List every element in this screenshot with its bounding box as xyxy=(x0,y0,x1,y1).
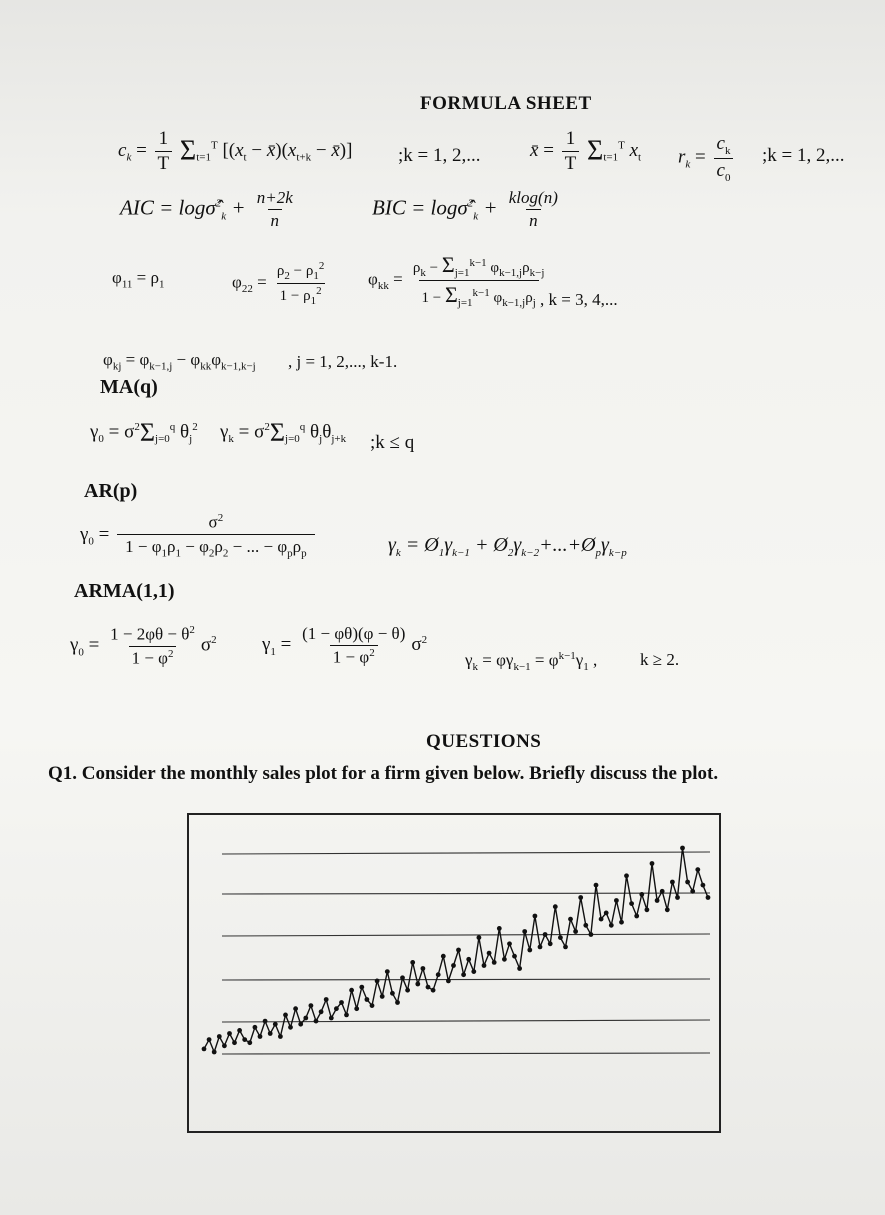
grid-line xyxy=(222,979,710,980)
data-point xyxy=(507,941,512,946)
data-point xyxy=(466,957,471,962)
ck-range: ;k = 1, 2,... xyxy=(398,145,481,166)
data-point xyxy=(665,907,670,912)
data-point xyxy=(502,957,507,962)
data-point xyxy=(568,917,573,922)
formula-ck: $c_k$ = $\frac{1}{T}$ $\Sigma_{t=1}^T$ [($x_t$ − $x̄)(x_{t+k}$ − x̄)] xyxy=(118,128,353,174)
data-point xyxy=(655,898,660,903)
data-point xyxy=(431,988,436,993)
data-point xyxy=(339,1000,344,1005)
data-point xyxy=(599,917,604,922)
data-point xyxy=(634,914,639,919)
data-point xyxy=(293,1006,298,1011)
data-point xyxy=(242,1037,247,1042)
data-point xyxy=(695,867,700,872)
sales-chart-svg xyxy=(186,812,722,1134)
data-point xyxy=(548,941,553,946)
data-point xyxy=(650,861,655,866)
data-point xyxy=(573,929,578,934)
data-point xyxy=(497,926,502,931)
data-point xyxy=(354,1006,359,1011)
data-point xyxy=(680,846,685,851)
data-point xyxy=(624,873,629,878)
formula-aic: AIC = logσ̂$^2_k$ + $\frac{n+2k}{n}$ xyxy=(120,188,293,230)
data-point xyxy=(258,1034,263,1039)
data-point xyxy=(589,932,594,937)
data-point xyxy=(237,1028,242,1033)
data-point xyxy=(421,966,426,971)
data-point xyxy=(227,1031,232,1036)
data-point xyxy=(298,1022,303,1027)
data-point xyxy=(690,889,695,894)
data-point xyxy=(247,1040,252,1045)
data-point xyxy=(563,945,568,950)
data-point xyxy=(375,979,380,984)
data-point xyxy=(278,1034,283,1039)
formula-phikj: $\varphi_{kj} = \varphi_{k-1,j} - \varphi_{kk}\varphi_{k-1,k-j}$ xyxy=(103,350,256,373)
data-point xyxy=(202,1047,207,1052)
grid-line xyxy=(222,1053,710,1054)
grid-line xyxy=(222,1020,710,1022)
data-point xyxy=(309,1003,314,1008)
phikk-range: , k = 3, 4,... xyxy=(540,290,618,309)
data-point xyxy=(329,1016,334,1021)
data-point xyxy=(451,963,456,968)
formula-ar-gamma0: $\gamma_0$ = $\frac{\sigma^2}{1 - \varphi_1\rho_1 - \varphi_2\rho_2 - ... - \varphi_p\rho_p}$ xyxy=(80,512,318,559)
formula-phi11: $\varphi_{11} = \rho_1$ xyxy=(112,268,165,291)
grid-line xyxy=(222,852,710,854)
data-point xyxy=(426,985,431,990)
data-point xyxy=(283,1013,288,1018)
data-point xyxy=(487,951,492,956)
formula-ma-gammak: $\gamma_k = \sigma^2\Sigma_{j=0}^q$ $\theta_j\theta_{j+k}$ xyxy=(220,418,347,447)
sales-chart xyxy=(186,812,722,1134)
phikj-range: , j = 1, 2,..., k-1. xyxy=(288,352,398,371)
data-point xyxy=(207,1037,212,1042)
data-point xyxy=(324,997,329,1002)
data-point xyxy=(609,923,614,928)
data-point xyxy=(527,948,532,953)
data-point xyxy=(533,914,538,919)
formula-arma-gamma0: $\gamma_0$ = $\frac{1 - 2\varphi\theta - \theta^2}{1 - \varphi^2}$ $\sigma^2$ xyxy=(70,624,217,668)
data-point xyxy=(706,895,711,900)
data-point xyxy=(670,880,675,885)
data-point xyxy=(660,889,665,894)
data-point xyxy=(303,1016,308,1021)
formula-ar-gammak: $\gamma_k$ = $Ø_1\gamma_{k-1}$ + $Ø_2\gamma_{k-2}+...+Ø_p\gamma_{k-p}$ xyxy=(388,534,627,559)
questions-heading: QUESTIONS xyxy=(426,731,542,752)
data-point xyxy=(645,907,650,912)
data-point xyxy=(405,988,410,993)
data-point xyxy=(334,1006,339,1011)
section-ma: MA(q) xyxy=(100,376,158,398)
data-point xyxy=(482,963,487,968)
data-point xyxy=(538,945,543,950)
data-point xyxy=(253,1025,258,1030)
formula-arma-gammak: $\gamma_k = \varphi\gamma_{k-1} = \varphi^{k-1}\gamma_1$ , xyxy=(465,650,598,674)
data-point xyxy=(543,932,548,937)
data-point xyxy=(263,1019,268,1024)
arma-cond: k ≥ 2. xyxy=(640,650,680,669)
page-title: FORMULA SHEET xyxy=(420,93,592,114)
data-point xyxy=(232,1040,237,1045)
data-point xyxy=(604,911,609,916)
grid-line xyxy=(222,893,710,894)
data-point xyxy=(400,975,405,980)
data-point xyxy=(701,883,706,888)
section-arma: ARMA(1,1) xyxy=(74,580,175,602)
grid-line xyxy=(222,934,710,936)
data-point xyxy=(446,979,451,984)
data-point xyxy=(639,892,644,897)
rk-range: ;k = 1, 2,... xyxy=(762,145,845,166)
data-point xyxy=(349,988,354,993)
data-point xyxy=(492,960,497,965)
formula-arma-gamma1: $\gamma_1$ = $\frac{(1 - \varphi\theta)(\varphi - \theta)}{1 - \varphi^2}$ $\sigma^2$ xyxy=(262,624,428,667)
data-point xyxy=(380,994,385,999)
data-point xyxy=(273,1022,278,1027)
data-point xyxy=(410,960,415,965)
data-point xyxy=(288,1025,293,1030)
data-point xyxy=(212,1050,217,1055)
data-point xyxy=(441,954,446,959)
data-point xyxy=(395,1000,400,1005)
data-point xyxy=(217,1034,222,1039)
data-point xyxy=(390,991,395,996)
ma-cond: ;k ≤ q xyxy=(370,432,415,453)
data-point xyxy=(553,904,558,909)
data-point xyxy=(436,972,441,977)
chart-frame xyxy=(188,814,720,1132)
data-point xyxy=(619,920,624,925)
data-point xyxy=(385,969,390,974)
data-point xyxy=(319,1009,324,1014)
formula-phikk: $\varphi_{kk}$ = $\frac{\rho_k - \Sigma_{j=1}^{k-1} \varphi_{k-1,j}\rho_{k-j}}{1 - \Sigma_{j=1}^{k-1} \varphi_{k-1,j}\rho_j}$ xyxy=(368,252,545,309)
data-point xyxy=(675,895,680,900)
data-point xyxy=(583,923,588,928)
formula-phi22: $\varphi_{22}$ = $\frac{\rho_2 - \rho_1^2}{1 - \rho_1^2}$ xyxy=(232,260,325,307)
data-point xyxy=(461,972,466,977)
formula-xbar: x̄ = $\frac{1}{T}$ $\Sigma_{t=1}^T$ $x_t$ xyxy=(530,128,642,174)
data-point xyxy=(685,880,690,885)
data-point xyxy=(512,954,517,959)
question-1: Q1. Consider the monthly sales plot for a firm given below. Briefly discuss the plot. xyxy=(48,763,719,784)
data-point xyxy=(415,982,420,987)
data-point xyxy=(314,1019,319,1024)
data-point xyxy=(365,997,370,1002)
data-point xyxy=(471,969,476,974)
data-point xyxy=(370,1003,375,1008)
data-point xyxy=(477,935,482,940)
data-point xyxy=(517,966,522,971)
formula-rk: $r_k$ = $\frac{c_k}{c_0}$ xyxy=(678,133,736,184)
data-point xyxy=(359,985,364,990)
data-point xyxy=(594,883,599,888)
data-point xyxy=(614,898,619,903)
data-point xyxy=(456,948,461,953)
data-point xyxy=(344,1013,349,1018)
data-point xyxy=(522,929,527,934)
data-point xyxy=(222,1043,227,1048)
formula-ma-gamma0: $\gamma_0 = \sigma^2\Sigma_{j=0}^q$ $\theta_j^2$ xyxy=(90,418,198,447)
data-point xyxy=(629,901,634,906)
formula-bic: BIC = logσ̂$^2_k$ + $\frac{klog(n)}{n}$ xyxy=(372,188,558,230)
data-point xyxy=(558,935,563,940)
section-ar: AR(p) xyxy=(84,480,138,502)
data-point xyxy=(578,895,583,900)
data-point xyxy=(268,1031,273,1036)
